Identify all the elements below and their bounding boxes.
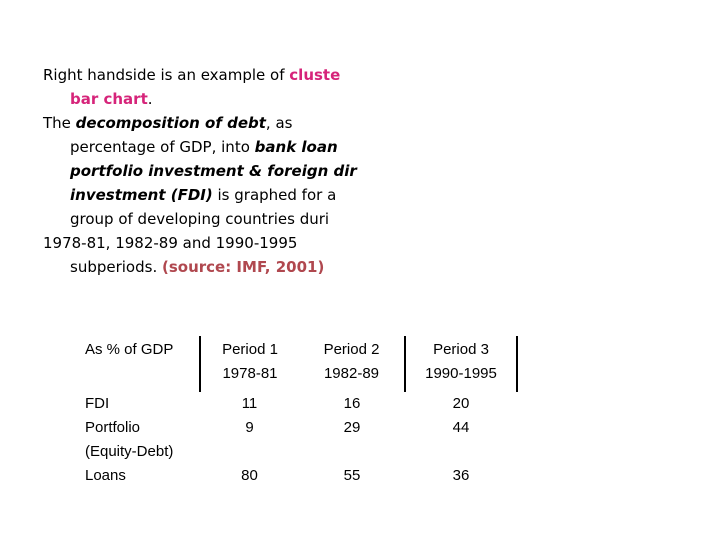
row-label: Loans: [85, 467, 126, 484]
row-value: 16: [343, 395, 361, 412]
table-header-row: [79, 336, 517, 392]
highlight-bar-chart: bar chart: [70, 90, 148, 108]
intro-paragraph: Right handside is an example of cluste bar chart.: [43, 66, 341, 108]
description-textbox: [43, 63, 357, 276]
header-cell-label: As % of GDP: [79, 336, 200, 392]
row-value: 55: [343, 467, 361, 484]
body-paragraph-cont: 1978-81, 1982-89 and 1990-1995 subperiods. (source: IMF, 2001): [43, 234, 325, 276]
table-row: [79, 464, 517, 488]
row-value: 44: [452, 419, 470, 436]
row-label: Portfolio (Equity-Debt): [85, 419, 174, 460]
row-value: 11: [241, 395, 258, 412]
debt-decomposition-table: [79, 336, 518, 488]
highlight-clustered: cluste: [289, 66, 341, 84]
header-cell-period3: Period 3 1990-1995: [405, 336, 517, 392]
row-value: 80: [241, 467, 258, 484]
header-cell-period2: Period 2 1982-89: [299, 336, 405, 392]
row-label: FDI: [85, 395, 110, 412]
table-row: [79, 416, 517, 464]
row-value: 36: [452, 467, 470, 484]
header-cell-period1: Period 1 1978-81: [222, 341, 278, 382]
row-value: 20: [452, 395, 470, 412]
source-citation: (source: IMF, 2001): [161, 258, 325, 276]
row-value: 9: [245, 419, 254, 436]
body-paragraph: The decomposition of debt, as percentage of GDP, into bank loan portfolio investment & foreign dir investment (FDI) is graphed for a group of developing countries duri: [43, 114, 357, 228]
row-value: 29: [343, 419, 361, 436]
table-row: [79, 392, 517, 416]
